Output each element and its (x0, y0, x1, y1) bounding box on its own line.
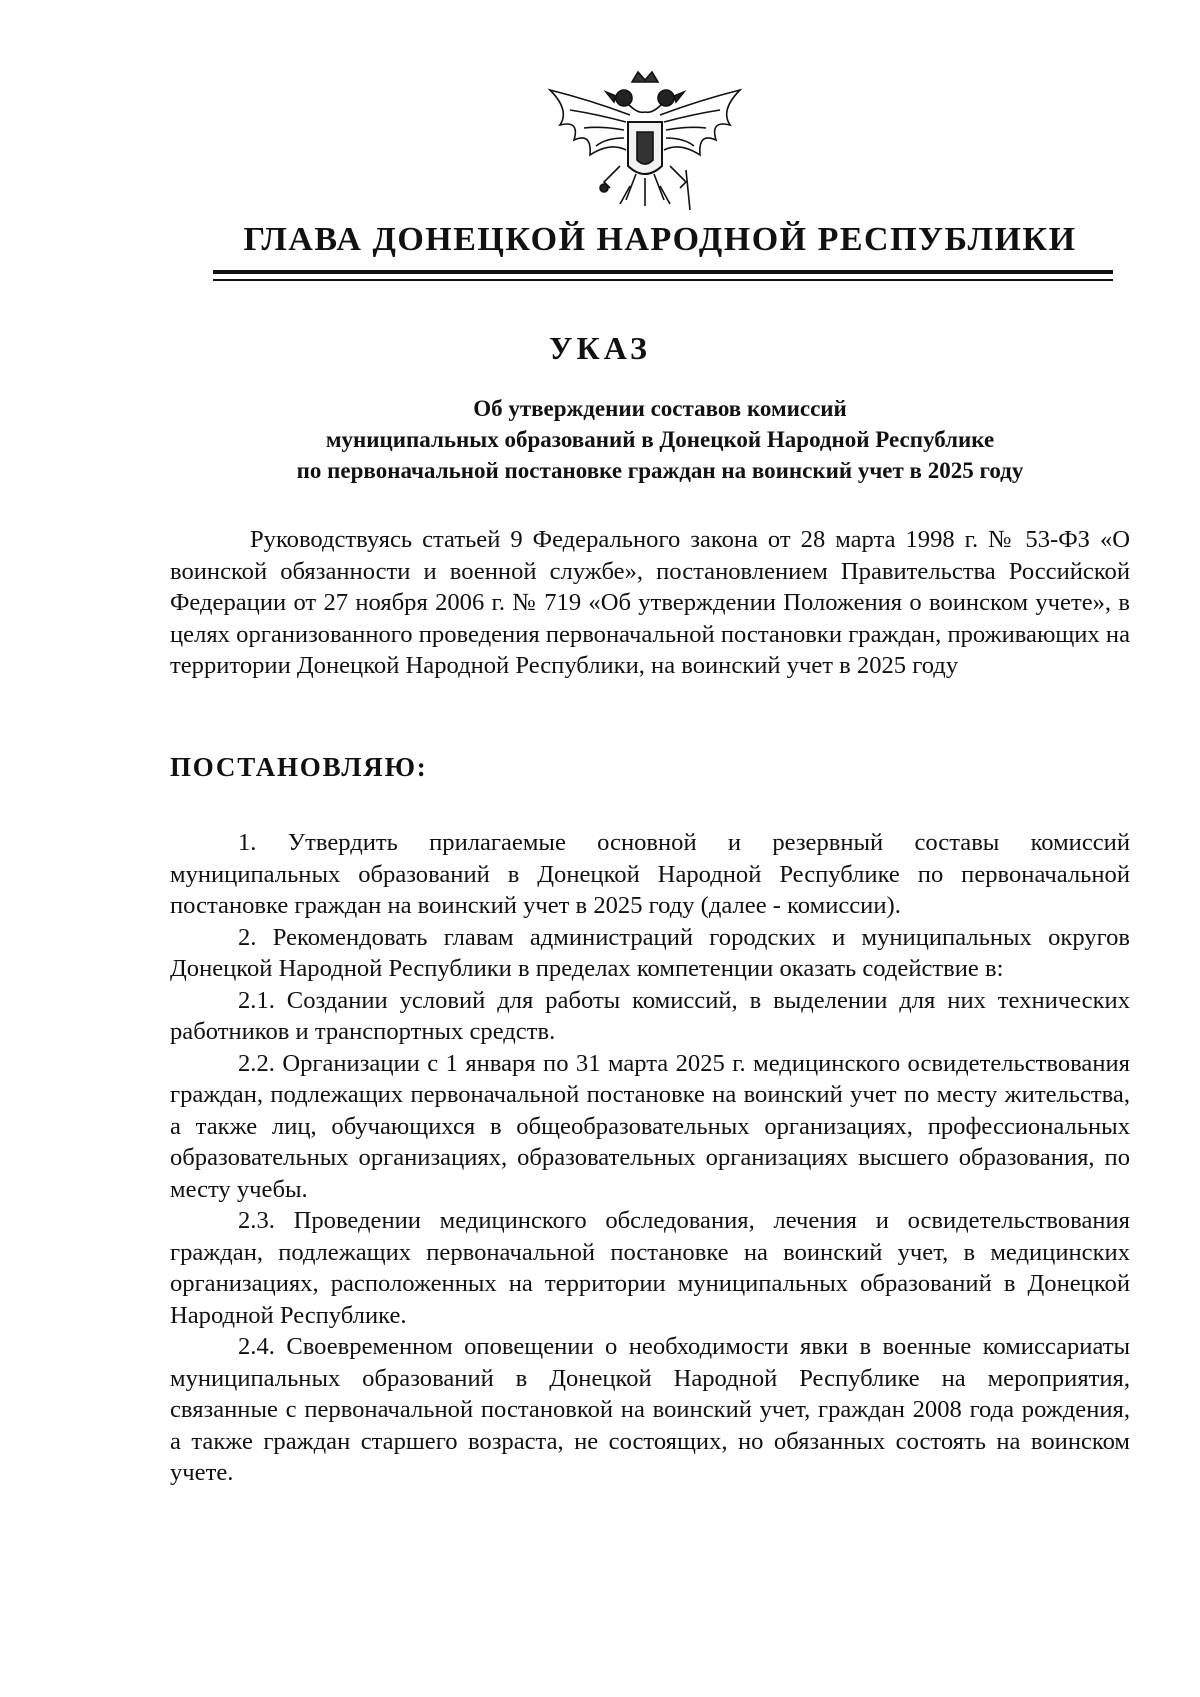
title-line: муниципальных образований в Донецкой Народной Республике (325, 427, 995, 452)
header-rule-thin (213, 279, 1113, 281)
document-title (210, 393, 1110, 486)
decree-item-2-3: 2.3. Проведении медицинского обследования, лечения и освидетельствования граждан, подлежащих первоначальной постановке на воинский учет, в медицинских организациях, расположенных на территории муниципальных образований в Донецкой Народной Республике. (170, 1207, 1130, 1329)
issuing-authority: ГЛАВА ДОНЕЦКОЙ НАРОДНОЙ РЕСПУБЛИКИ (243, 221, 1077, 258)
decree-items (170, 827, 1130, 1489)
decree-item-2-2: 2.2. Организации с 1 января по 31 марта 2025 г. медицинского освидетельствования граждан, подлежащих первоначальной постановке на воинский учет по месту жительства, а также лиц, обучающихся в общеобразовательных организациях, профессиональных образовательных организациях, образовательных организациях высшего образования, по месту учебы. (170, 1049, 1130, 1203)
decree-item-2: 2. Рекомендовать главам администраций городских и муниципальных округов Донецкой Народной Республики в пределах компетенции оказать содействие в: (170, 923, 1130, 982)
decree-item-2-1: 2.1. Создании условий для работы комиссий, в выделении для них технических работников и транспортных средств. (170, 986, 1130, 1045)
title-line: Об утверждении составов комиссий (473, 396, 847, 421)
header-rule-thick (213, 270, 1113, 274)
preamble-paragraph: Руководствуясь статьей 9 Федерального закона от 28 марта 1998 г. № 53-ФЗ «О воинской обязанности и военной службе», постановлением Правительства Российской Федерации от 27 ноября 2006 г. № 719 «Об утверждении Положения о воинском учете», в целях организованного проведения первоначальной постановки граждан, проживающих на территории Донецкой Народной Республики, на воинский учет в 2025 году (170, 526, 1130, 679)
double-headed-eagle-emblem-icon (540, 70, 750, 222)
decree-word: ПОСТАНОВЛЯЮ: (170, 752, 428, 782)
decree-item-2-4: 2.4. Своевременном оповещении о необходимости явки в военные комиссариаты муниципальных образований в Донецкой Народной Республике на мероприятия, связанные с первоначальной постановкой на воинский учет, граждан 2008 года рождения, а также граждан старшего возраста, не состоящих, но обязанных состоять на воинском учете. (170, 1333, 1130, 1486)
document-type: УКАЗ (549, 330, 651, 366)
title-line: по первоначальной постановке граждан на воинский учет в 2025 году (296, 458, 1024, 483)
decree-item-1: 1. Утвердить прилагаемые основной и резервный составы комиссий муниципальных образований в Донецкой Народной Республике по первоначальной постановке граждан на воинский учет в 2025 году (далее - комиссии). (170, 829, 1130, 919)
